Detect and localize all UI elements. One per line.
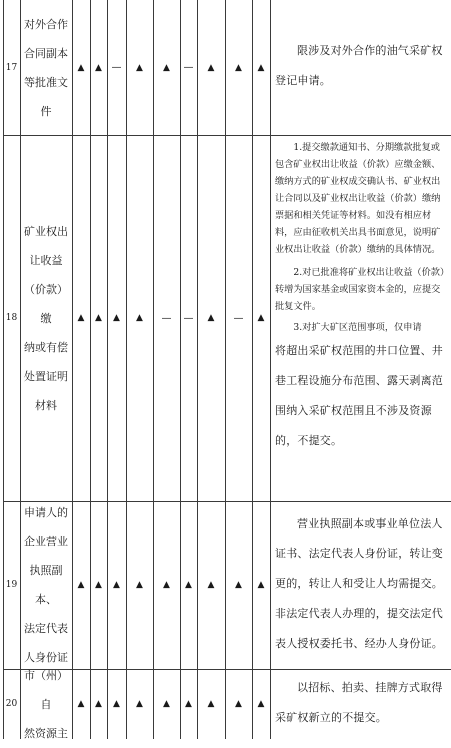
required-mark-icon: ▲: [95, 580, 102, 590]
required-mark-icon: ▲: [77, 62, 85, 73]
required-mark-icon: ▲: [207, 62, 215, 73]
document-name-line: 纳或有偿: [24, 340, 68, 354]
required-mark-icon: ▲: [163, 699, 170, 709]
not-applicable-dash: —: [233, 312, 244, 324]
required-mark-icon: ▲: [136, 699, 143, 709]
remark-cell: [270, 0, 451, 135]
not-applicable-dash: —: [183, 312, 194, 324]
document-name-cell: [20, 669, 72, 739]
document-name-line: 市（州）自: [24, 668, 68, 711]
required-mark-icon: ▲: [113, 313, 120, 323]
remark-paragraph: 3.对扩大矿区范围事项，仅申请: [293, 322, 422, 333]
required-mark-icon: ▲: [257, 699, 265, 709]
required-mark-icon: ▲: [235, 699, 242, 709]
required-mark-icon: ▲: [136, 62, 143, 73]
remark-paragraph: 限涉及对外合作的油气采矿权登记申请。: [275, 44, 443, 87]
remark-paragraph: 2.对已批准将矿业权出让收益（价款）转增为国家基金或国家资本金的，应提交批复文件。: [275, 267, 445, 312]
document-name-line: 申请人的: [24, 506, 68, 519]
document-name-cell: [20, 135, 72, 501]
document-name-line: 执照副本、: [29, 564, 63, 606]
document-name-line: 矿业权出: [24, 224, 68, 238]
required-mark-icon: ▲: [207, 580, 215, 590]
document-name-line: （价款）缴: [24, 282, 68, 325]
remark-cell: [270, 501, 451, 669]
required-mark-icon: ▲: [136, 580, 143, 590]
remark-paragraph: 1.提交缴款通知书、分期缴款批复或包含矿业权出让收益（价款）应缴金额、缴纳方式的矿业权成交确认书、矿业权出让合同以及矿业权出让收益（价款）缴纳票据和相关凭证等材料。如没有相应材料，应由征收机关出具书面意见，说明矿业权出让收益（价款）缴纳的具体情况。: [275, 142, 441, 255]
required-mark-icon: ▲: [163, 62, 170, 73]
remark-paragraph: 将超出采矿权范围的井口位置、井巷工程设施分布范围、露天剥离范围纳入采矿权范围且不涉及资源的，不提交。: [275, 344, 443, 447]
required-mark-icon: ▲: [113, 580, 120, 590]
required-mark-icon: ▲: [77, 699, 85, 709]
required-mark-icon: ▲: [136, 313, 143, 323]
document-name-line: 企业营业: [24, 535, 68, 548]
remark-paragraph: 营业执照副本或事业单位法人证书、法定代表人身份证，转让变更的，转让人和受让人均需提交。非法定代表人办理的，提交法定代表人授权委托书、经办人身份证。: [275, 517, 443, 650]
required-mark-icon: ▲: [207, 699, 215, 709]
required-mark-icon: ▲: [207, 313, 215, 323]
document-name-cell: [20, 501, 72, 669]
document-name-line: 件: [40, 104, 52, 118]
remark-cell: [270, 669, 451, 739]
document-name-line: 处置证明: [24, 369, 68, 383]
required-mark-icon: ▲: [257, 313, 265, 323]
required-mark-icon: ▲: [95, 62, 102, 73]
row-number: 17: [5, 62, 18, 73]
document-name-line: 合同副本: [24, 46, 68, 60]
required-mark-icon: ▲: [95, 699, 102, 709]
document-name-line: 让收益: [29, 253, 63, 267]
not-applicable-dash: —: [161, 312, 172, 324]
required-mark-icon: ▲: [163, 580, 170, 590]
required-mark-icon: ▲: [235, 580, 242, 590]
row-number: 19: [5, 580, 18, 590]
row-number: 20: [5, 699, 18, 709]
required-mark-icon: ▲: [77, 313, 85, 323]
document-name-line: 法定代表: [24, 622, 68, 635]
required-mark-icon: ▲: [113, 699, 120, 709]
document-name-cell: [20, 0, 72, 135]
required-mark-icon: ▲: [185, 580, 192, 590]
document-name-line: 然资源主: [24, 726, 68, 740]
required-mark-icon: ▲: [257, 62, 265, 73]
required-mark-icon: ▲: [77, 580, 85, 590]
not-applicable-dash: —: [183, 62, 194, 73]
remark-paragraph: 以招标、拍卖、挂牌方式取得采矿权新立的不提交。: [275, 681, 443, 724]
document-name-line: 人身份证: [24, 651, 68, 664]
required-mark-icon: ▲: [235, 62, 242, 73]
document-name-line: 材料: [35, 398, 57, 412]
row-number: 18: [5, 313, 18, 323]
required-mark-icon: ▲: [185, 699, 192, 709]
not-applicable-dash: —: [111, 62, 122, 73]
required-mark-icon: ▲: [257, 580, 265, 590]
remark-cell: [270, 135, 451, 501]
document-name-line: 等批准文: [24, 75, 68, 89]
document-name-line: 对外合作: [24, 17, 68, 31]
required-mark-icon: ▲: [95, 313, 102, 323]
